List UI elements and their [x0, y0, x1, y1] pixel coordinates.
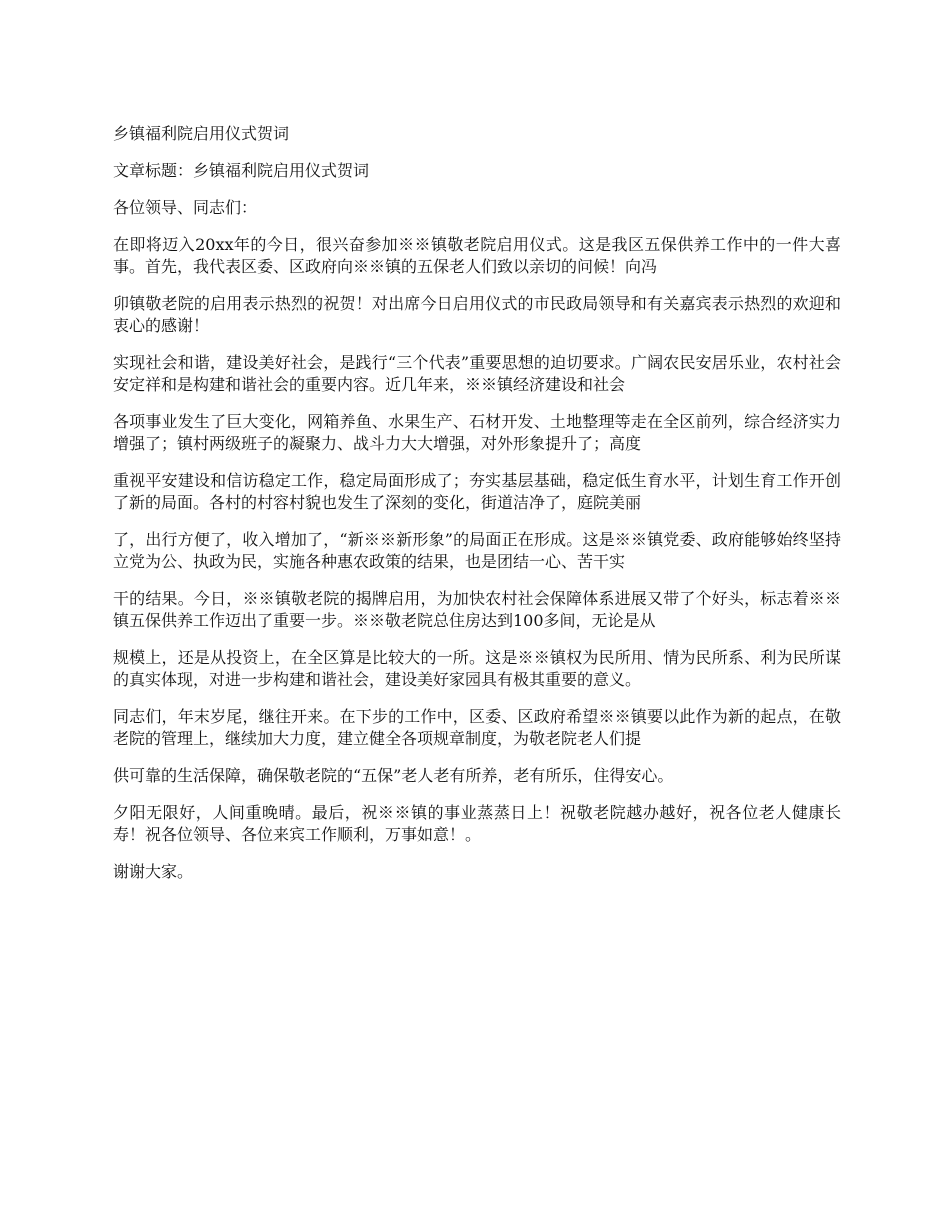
paragraph-5: 重视平安建设和信访稳定工作，稳定局面形成了；夯实基层基础，稳定低生育水平，计划生育工作开创了新的局面。各村的村容村貌也发生了深刻的变化，街道洁净了，庭院美丽 [113, 471, 841, 512]
paragraph-4: 各项事业发生了巨大变化，网箱养鱼、水果生产、石材开发、土地整理等走在全区前列，综合经济实力增强了；镇村两级班子的凝聚力、战斗力大大增强，对外形象提升了；高度 [113, 412, 841, 453]
paragraph-2: 卯镇敬老院的启用表示热烈的祝贺！对出席今日启用仪式的市民政局领导和有关嘉宾表示热烈的欢迎和衷心的感谢！ [113, 294, 841, 335]
paragraph-6: 了，出行方便了，收入增加了，“新※※新形象”的局面正在形成。这是※※镇党委、政府能够始终坚持立党为公、执政为民，实施各种惠农政策的结果，也是团结一心、苦干实 [113, 530, 841, 571]
paragraph-9: 同志们，年末岁尾，继往开来。在下步的工作中，区委、区政府希望※※镇要以此作为新的起点，在敬老院的管理上，继续加大力度，建立健全各项规章制度，为敬老院老人们提 [113, 707, 841, 748]
paragraph-3: 实现社会和谐，建设美好社会，是践行“三个代表”重要思想的迫切要求。广阔农民安居乐业，农村社会安定祥和是构建和谐社会的重要内容。近几年来，※※镇经济建设和社会 [113, 353, 841, 394]
article-title: 文章标题：乡镇福利院启用仪式贺词 [113, 161, 370, 180]
paragraph-10: 供可靠的生活保障，确保敬老院的“五保”老人老有所养，老有所乐，住得安心。 [113, 766, 674, 785]
paragraph-1: 在即将迈入20xx年的今日，很兴奋参加※※镇敬老院启用仪式。这是我区五保供养工作中的一件大喜事。首先，我代表区委、区政府向※※镇的五保老人们致以亲切的问候！向冯 [113, 235, 841, 276]
salutation: 各位领导、同志们： [113, 198, 258, 217]
closing: 谢谢大家。 [113, 862, 194, 881]
paragraph-7: 干的结果。今日，※※镇敬老院的揭牌启用，为加快农村社会保障体系进展又带了个好头，标志着※※镇五保供养工作迈出了重要一步。※※敬老院总住房达到100多间，无论是从 [113, 589, 841, 630]
document-page [113, 123, 841, 898]
paragraph-11: 夕阳无限好，人间重晚晴。最后，祝※※镇的事业蒸蒸日上！祝敬老院越办越好，祝各位老人健康长寿！祝各位领导、各位来宾工作顺利，万事如意！。 [113, 803, 841, 844]
paragraph-8: 规模上，还是从投资上，在全区算是比较大的一所。这是※※镇权为民所用、情为民所系、利为民所谋的真实体现，对进一步构建和谐社会，建设美好家园具有极其重要的意义。 [113, 648, 841, 689]
document-title: 乡镇福利院启用仪式贺词 [113, 124, 290, 143]
